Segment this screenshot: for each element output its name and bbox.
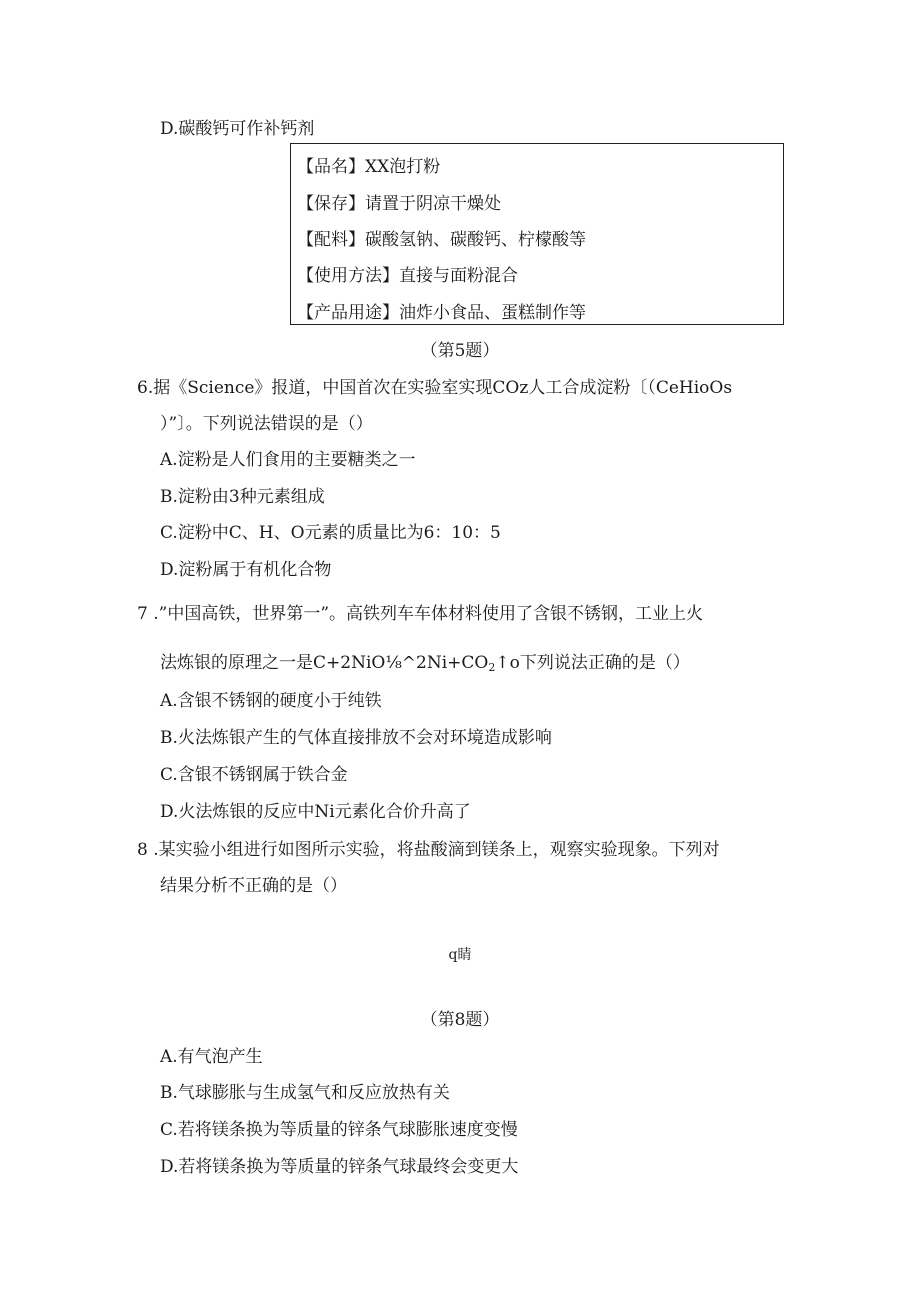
- q6-stem-line2: ）”〕。下列说法错误的是（）: [160, 414, 373, 434]
- product-label-box: [290, 143, 784, 325]
- q7-option-d: D.火法炼银的反应中Ni元素化合价升高了: [160, 802, 471, 822]
- q8-option-b: B.气球膨胀与生成氢气和反应放热有关: [160, 1083, 450, 1103]
- q6-option-c: C.淀粉中C、H、O元素的质量比为6：10：5: [160, 523, 501, 543]
- q7-option-c: C.含银不锈钢属于铁合金: [160, 765, 348, 785]
- label-usage: 【使用方法】直接与面粉混合: [297, 266, 518, 286]
- label-purpose: 【产品用途】油炸小食品、蛋糕制作等: [297, 303, 586, 323]
- q7-subscript: 2: [488, 661, 496, 674]
- q7-stem-line2-post: ↑o下列说法正确的是（）: [495, 653, 690, 673]
- q7-stem-line2-pre: 法炼银的原理之一是C+2NiO⅛^2Ni+CO: [160, 653, 489, 673]
- q8-stem-line2: 结果分析不正确的是（）: [160, 876, 347, 896]
- q6-option-a: A.淀粉是人们食用的主要糖类之一: [160, 450, 416, 470]
- q6-option-d: D.淀粉属于有机化合物: [160, 560, 332, 580]
- q8-caption: （第8题）: [420, 1010, 500, 1030]
- q8-option-a: A.有气泡产生: [160, 1047, 263, 1067]
- q8-option-d: D.若将镁条换为等质量的锌条气球最终会变更大: [160, 1157, 519, 1177]
- q6-option-b: B.淀粉由3种元素组成: [160, 487, 325, 507]
- q8-option-c: C.若将镁条换为等质量的锌条气球膨胀速度变慢: [160, 1120, 518, 1140]
- label-storage: 【保存】请置于阴凉干燥处: [297, 194, 501, 214]
- q6-stem-line1: 6.据《Science》报道，中国首次在实验室实现COz人工合成淀粉〔（CeHioOs: [137, 378, 733, 398]
- label-ingredients: 【配料】碳酸氢钠、碳酸钙、柠檬酸等: [297, 230, 586, 250]
- q8-figure-text: q睛: [448, 947, 472, 963]
- q7-option-b: B.火法炼银产生的气体直接排放不会对环境造成影响: [160, 728, 552, 748]
- q7-option-a: A.含银不锈钢的硬度小于纯铁: [160, 691, 382, 711]
- q5-option-d: D.碳酸钙可作补钙剂: [160, 119, 315, 139]
- q7-stem-line1: 7 .”中国高铁，世界第一”。高铁列车车体材料使用了含银不锈钢，工业上火: [137, 604, 704, 624]
- q7-stem-line2: [160, 652, 690, 674]
- q8-stem-line1: 8 .某实验小组进行如图所示实验，将盐酸滴到镁条上，观察实验现象。下列对: [137, 840, 720, 860]
- label-name: 【品名】XX泡打粉: [297, 157, 441, 177]
- q5-caption: （第5题）: [420, 341, 500, 361]
